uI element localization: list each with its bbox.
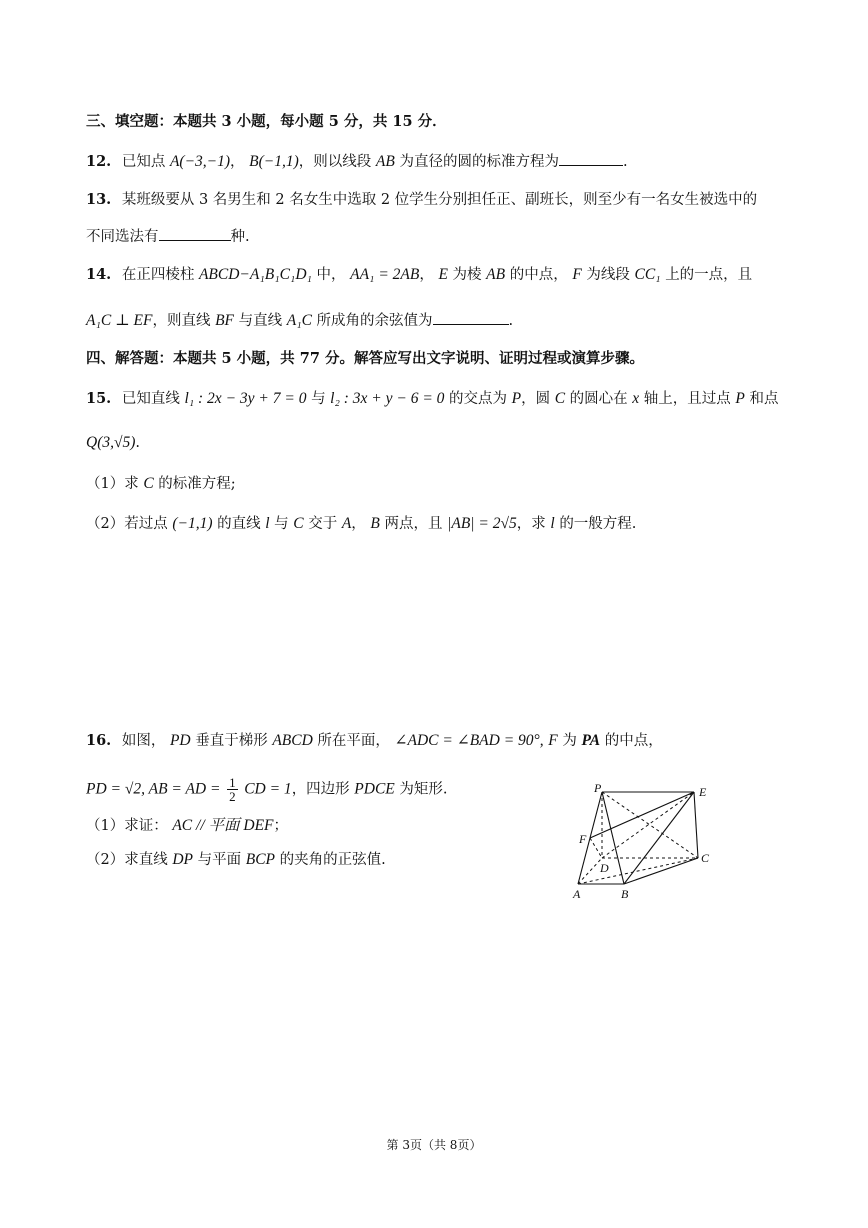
label-f: F	[579, 832, 587, 846]
edge-bc	[624, 858, 698, 884]
question-number: 14.	[86, 266, 112, 283]
question-15: 15. 已知直线 l₁ : 2x − 3y + 7 = 0 与 l₂ : 3x + y − 6 = 0 的交点为 P，圆 C 的圆心在 x 轴上，且过点 P 和点	[86, 390, 779, 407]
edge-fd	[590, 838, 602, 858]
question-14-line-2: A₁C ⊥ EF，则直线 BF 与直线 A₁C 所成角的余弦值为 .	[86, 312, 514, 329]
label-a: A	[573, 887, 581, 901]
question-number: 15.	[86, 390, 112, 407]
question-15-line-2: Q(3,√5).	[86, 434, 141, 451]
point-b: B(−1,1)	[249, 153, 299, 170]
label-c: C	[701, 851, 710, 865]
fill-in-section-header: 三、填空题：本题共 3 小题，每小题 5 分，共 15 分．	[86, 113, 447, 130]
point-a: A(−3,−1)	[169, 153, 231, 170]
answer-blank	[159, 226, 231, 241]
label-d: D	[600, 861, 609, 875]
question-16-part-2: （2）求直线 DP 与平面 BCP 的夹角的正弦值.	[86, 851, 386, 868]
label-p: P	[594, 781, 602, 795]
answer-blank	[433, 310, 509, 325]
question-16: 16. 如图， PD 垂直于梯形 ABCD 所在平面， ∠ADC = ∠BAD = 90°, F 为 PA 的中点，	[86, 732, 663, 749]
question-13-line-2: 不同选法有 种.	[86, 226, 250, 247]
edge-ec	[694, 792, 698, 858]
question-12: 12. 已知点 A(−3,−1)， B(−1,1)，则以线段 AB 为直径的圆的标准方程为 .	[86, 153, 628, 170]
edge-be	[624, 792, 694, 884]
edge-fe	[590, 792, 694, 838]
question-number: 16.	[86, 732, 112, 749]
solid-geometry-figure	[566, 780, 726, 906]
solve-section-header: 四、解答题：本题共 5 小题，共 77 分。解答应写出文字说明、证明过程或演算步骤。	[86, 350, 644, 367]
fraction-one-half: $\frac{1}{2}$	[229, 775, 236, 804]
label-b: B	[621, 887, 629, 901]
question-15-part-1: （1）求 C 的标准方程;	[86, 475, 236, 492]
page-footer: 第 3页（共 8页）	[386, 1138, 482, 1152]
edge-ac	[578, 858, 698, 884]
edge-pc	[602, 792, 698, 858]
question-number: 12.	[86, 153, 112, 170]
label-e: E	[699, 785, 707, 799]
question-13: 13. 某班级要从 3 名男生和 2 名女生中选取 2 位学生分别担任正、副班长，则至少有一名女生被选中的	[86, 191, 758, 208]
answer-blank	[559, 151, 623, 166]
question-16-line-2: PD = √2, AB = AD = $\frac{1}{2}$ CD = 1，四边形 PDCE 为矩形.	[86, 775, 448, 804]
question-15-part-2: （2）若过点 (−1,1) 的直线 l 与 C 交于 A， B 两点，且 |AB| = 2√5，求 l 的一般方程.	[86, 515, 637, 532]
question-16-part-1: （1）求证： AC // 平面 DEF；	[86, 817, 289, 834]
question-number: 13.	[86, 191, 112, 208]
question-14: 14. 在正四棱柱 ABCD−A₁B₁C₁D₁ 中， AA₁ = 2AB， E 为棱 AB 的中点， F 为线段 CC₁ 上的一点，且	[86, 266, 753, 283]
